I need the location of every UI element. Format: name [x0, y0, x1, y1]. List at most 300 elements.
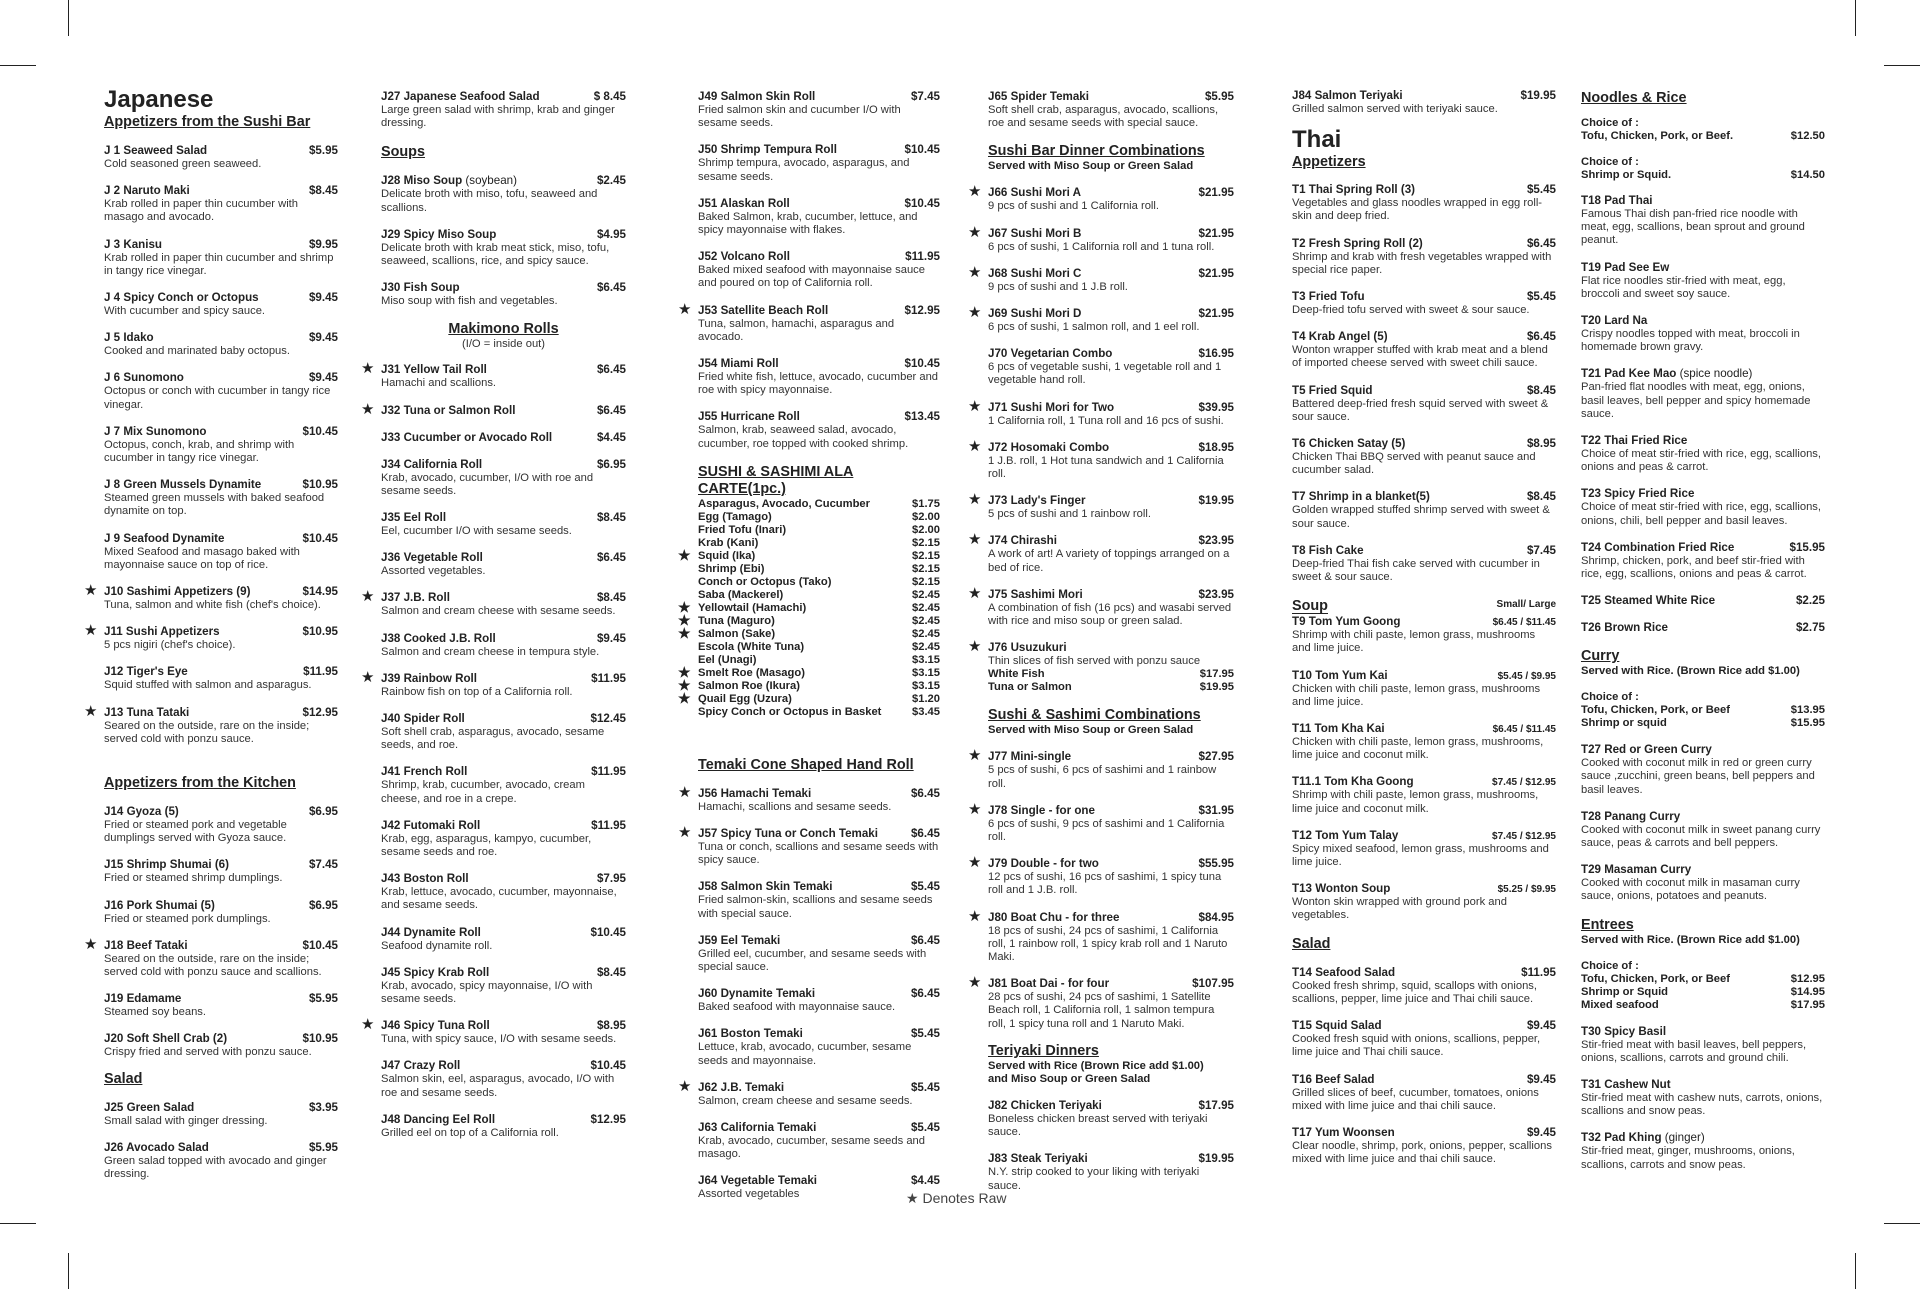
- item-name: [381, 1019, 626, 1033]
- menu-item: [1292, 490, 1556, 530]
- section-heading: Entrees: [1581, 916, 1634, 933]
- alacarte-name: Asparagus, Avocado, Cucumber: [698, 497, 870, 510]
- item-name-text: T26 Brown Rice: [1581, 621, 1668, 635]
- item-price: $8.45: [596, 511, 626, 525]
- item-name: [1292, 437, 1556, 451]
- menu-item: [698, 143, 940, 183]
- item-name-text: J41 French Roll: [381, 765, 468, 779]
- item-description: Assorted vegetables.: [381, 565, 486, 578]
- item-price: $21.95: [1198, 307, 1234, 321]
- item-description: Fried or steamed pork dumplings.: [104, 912, 271, 925]
- item-name-text: T8 Fish Cake: [1292, 543, 1364, 557]
- item-name-text: J49 Salmon Skin Roll: [698, 90, 816, 103]
- menu-item: [381, 458, 626, 498]
- option-name: White Fish: [988, 668, 1045, 681]
- item-name: [1292, 966, 1556, 980]
- item-price: $23.95: [1198, 534, 1234, 548]
- raw-star-icon: ★: [361, 360, 375, 378]
- item-name-text: T27 Red or Green Curry: [1581, 743, 1712, 757]
- item-description: Salmon, cream cheese and sesame seeds.: [698, 1094, 913, 1107]
- item-name-text: J30 Fish Soup: [381, 281, 460, 295]
- menu-item: [968, 263, 1234, 294]
- item-name-text: T4 Krab Angel (5): [1292, 330, 1388, 344]
- raw-star-icon: ★: [361, 588, 375, 606]
- menu-item: [1292, 829, 1556, 869]
- item-name: [381, 363, 626, 377]
- item-name: [1581, 621, 1825, 635]
- item-price: $9.45: [1526, 1125, 1556, 1139]
- item-description: Grilled slices of beef, cucumber, tomatoes, onions mixed with lime juice and thai chili sauce.: [1292, 1086, 1539, 1112]
- menu-item: [104, 992, 338, 1019]
- item-description: 1 California roll, 1 Tuna roll and 16 pcs of sushi.: [988, 414, 1224, 427]
- column-soups-rolls: [361, 90, 626, 1153]
- item-name-text: J 2 Naruto Maki: [104, 184, 190, 198]
- item-price: $6.45: [596, 281, 626, 295]
- item-name: [988, 588, 1234, 602]
- menu-item: [1292, 384, 1556, 424]
- item-description: 6 pcs of sushi, 9 pcs of sashimi and 1 California roll.: [988, 817, 1225, 844]
- item-description: Wonton skin wrapped with ground pork and vegetables.: [1292, 896, 1507, 922]
- item-description: 5 pcs nigiri (chef's choice).: [104, 639, 236, 652]
- menu-item: [1581, 194, 1825, 248]
- menu-item: [381, 1059, 626, 1099]
- crop-mark: [1884, 65, 1920, 66]
- option-price: $17.95: [1199, 668, 1234, 681]
- choice-label: Choice of :: [1581, 117, 1639, 129]
- item-price: $10.45: [904, 357, 940, 371]
- choice-row: [1581, 986, 1825, 999]
- item-name: [1581, 434, 1825, 448]
- item-name-text: J14 Gyoza (5): [104, 805, 179, 819]
- item-name-text: J28 Miso Soup: [381, 174, 463, 188]
- item-name-text: J39 Rainbow Roll: [381, 671, 477, 685]
- item-name: [381, 765, 626, 779]
- choice-row: [1581, 704, 1825, 717]
- item-name-text: J69 Sushi Mori D: [988, 307, 1082, 321]
- item-description: Cooked with coconut milk in sweet panang curry sauce, peas & carrots and bell peppers.: [1581, 823, 1821, 850]
- menu-item: [968, 854, 1234, 897]
- item-price: $12.95: [302, 705, 338, 719]
- option-row: [988, 668, 1234, 681]
- item-price: $11.95: [591, 818, 626, 832]
- alacarte-row: [678, 546, 940, 563]
- alacarte-price: $3.15: [912, 666, 940, 679]
- item-description: Shrimp with chili paste, lemon grass, mushrooms and lime juice.: [1292, 629, 1536, 655]
- menu-item: [361, 588, 626, 618]
- item-price: $19.95: [1198, 494, 1234, 508]
- alacarte-price: $2.15: [912, 536, 940, 549]
- item-name-text: J 5 Idako: [104, 331, 154, 345]
- item-name: [104, 805, 338, 819]
- item-name-text: J71 Sushi Mori for Two: [988, 400, 1115, 414]
- section-heading: Sushi Bar Dinner Combinations: [988, 143, 1205, 160]
- item-price: $11.95: [591, 765, 626, 779]
- menu-item: [698, 1121, 940, 1161]
- menu-item: [381, 712, 626, 752]
- section-subheading: Served with Rice. (Brown Rice add $1.00): [1581, 665, 1800, 678]
- option-name: Tuna or Salmon: [988, 681, 1072, 694]
- menu-item: [361, 1016, 626, 1046]
- item-name-text: J29 Spicy Miso Soup: [381, 227, 497, 241]
- item-description: Delicate broth with miso, tofu, seaweed and scallions.: [381, 188, 598, 214]
- item-name: [988, 534, 1234, 548]
- item-description: Chicken with chili paste, lemon grass, mushrooms and lime juice.: [1292, 682, 1541, 708]
- item-description: Lettuce, krab, avocado, cucumber, sesame seeds and mayonnaise.: [698, 1041, 912, 1067]
- item-price: $5.95: [308, 992, 338, 1006]
- item-description: Flat rice noodles stir-fried with meat, egg, broccoli and sweet soy sauce.: [1581, 274, 1786, 300]
- item-price: $6.45: [910, 827, 940, 841]
- raw-star-icon: ★: [968, 638, 982, 656]
- alacarte-name: Salmon (Sake): [698, 627, 776, 640]
- item-price: $107.95: [1192, 977, 1234, 991]
- menu-item: [381, 431, 626, 445]
- menu-item: [84, 582, 338, 612]
- item-description: Battered deep-fried fresh squid served with sweet & sour sauce.: [1292, 397, 1549, 423]
- item-price: $4.45: [596, 430, 626, 444]
- crop-mark: [1884, 1223, 1920, 1224]
- item-price: $7.45 / $12.95: [1492, 777, 1556, 789]
- section-subheading: Served with Rice. (Brown Rice add $1.00): [1581, 933, 1800, 946]
- item-price: $5.45: [910, 880, 940, 894]
- raw-star-icon: ★: [968, 584, 982, 602]
- item-name: [1581, 863, 1825, 877]
- item-name-text: J35 Eel Roll: [381, 511, 447, 525]
- item-description: Hamachi, scallions and sesame seeds.: [698, 800, 892, 813]
- choice-row: [1581, 973, 1825, 986]
- item-name: [988, 804, 1234, 818]
- alacarte-price: $2.00: [912, 510, 940, 523]
- choice-label: Choice of :: [1581, 691, 1639, 704]
- menu-item: [678, 824, 940, 867]
- item-name: [1581, 594, 1825, 608]
- item-name: [988, 750, 1234, 764]
- alacarte-name: Conch or Octopus (Tako): [698, 575, 832, 588]
- alacarte-price: $2.15: [912, 549, 940, 562]
- item-description: 28 pcs of sushi, 24 pcs of sashimi, 1 Satellite Beach roll, 1 California roll, 1 salmon tempura roll, 1 spicy tuna roll and 1 Naruto Maki.: [988, 991, 1215, 1030]
- crop-mark: [68, 0, 69, 36]
- item-name-text: T10 Tom Yum Kai: [1292, 668, 1388, 682]
- menu-item: [698, 357, 940, 397]
- raw-star-icon: ★: [968, 531, 982, 549]
- item-description: Grilled salmon served with teriyaki sauce.: [1292, 103, 1498, 115]
- section-heading: Appetizers: [1292, 154, 1366, 171]
- item-description: With cucumber and spicy sauce.: [104, 305, 266, 318]
- item-name-text: J56 Hamachi Temaki: [698, 786, 812, 800]
- item-price: $12.95: [590, 1112, 626, 1126]
- item-name-text: J19 Edamame: [104, 992, 182, 1006]
- item-note: (soybean): [462, 174, 517, 188]
- item-price: $84.95: [1198, 910, 1234, 924]
- item-name: [381, 431, 626, 445]
- menu-item: [968, 437, 1234, 481]
- item-price: $31.95: [1198, 803, 1234, 817]
- item-name: [988, 90, 1234, 104]
- item-name-text: J52 Volcano Roll: [698, 250, 790, 264]
- item-list: [988, 1099, 1234, 1193]
- item-list: [678, 90, 940, 451]
- item-list: [1581, 194, 1825, 635]
- item-list: [381, 90, 626, 130]
- item-name: [381, 228, 626, 242]
- alacarte-name: Saba (Mackerel): [698, 588, 784, 601]
- raw-star-icon: ★: [968, 974, 982, 992]
- choice-name: Tofu, Chicken, Pork, or Beef: [1581, 704, 1730, 717]
- crop-mark: [0, 65, 36, 66]
- item-name-text: J63 California Temaki: [698, 1121, 817, 1135]
- item-price: $27.95: [1198, 750, 1234, 764]
- menu-item: [381, 966, 626, 1006]
- alacarte-row: [678, 624, 940, 641]
- alacarte-list: [678, 497, 940, 719]
- item-name-text: J 3 Kanisu: [104, 237, 162, 251]
- item-description: Shrimp, krab, cucumber, avocado, cream cheese, and roe in a crepe.: [381, 779, 585, 805]
- item-name: [988, 441, 1234, 455]
- item-price: $13.45: [904, 410, 940, 424]
- choice-name: Tofu, Chicken, Pork, or Beef.: [1581, 130, 1734, 142]
- raw-star-icon: ★: [84, 582, 98, 600]
- item-name: [1292, 490, 1556, 504]
- item-name-text: J36 Vegetable Roll: [381, 551, 483, 565]
- menu-item: [1292, 615, 1556, 655]
- item-price: $39.95: [1198, 400, 1234, 414]
- alacarte-row: [698, 524, 940, 537]
- item-description: Cooked fresh shrimp, squid, scallops with onions, scallions, pepper, lime juice and Thai chili sauce.: [1292, 979, 1537, 1005]
- item-description: Large green salad with shrimp, krab and ginger dressing.: [381, 104, 615, 130]
- item-description: Vegetables and glass noodles wrapped in egg roll-skin and deep fried.: [1292, 197, 1543, 223]
- alacarte-row: [678, 611, 940, 628]
- item-name-text: T23 Spicy Fried Rice: [1581, 487, 1695, 501]
- menu-item: [381, 228, 626, 268]
- menu-item: [968, 531, 1234, 574]
- item-price: $5.45: [910, 1080, 940, 1094]
- choice-price: $14.50: [1790, 169, 1825, 181]
- item-name: [381, 672, 626, 686]
- raw-star-icon: ★: [968, 437, 982, 455]
- item-price: $11.95: [905, 250, 940, 264]
- menu-item: [1292, 669, 1556, 709]
- item-description: 6 pcs of sushi, 1 California roll and 1 tuna roll.: [988, 240, 1215, 253]
- column-noodles-curry-entrees: [1581, 90, 1825, 1185]
- alacarte-price: $2.45: [912, 640, 940, 653]
- menu-item: [1581, 367, 1825, 421]
- choice-name: Shrimp or Squid.: [1581, 169, 1672, 181]
- item-description: Baked seafood with mayonnaise sauce.: [698, 1001, 896, 1014]
- item-description: Cooked with coconut milk in red or green curry sauce ,zucchini, green beans, bell peppers and basil leaves.: [1581, 757, 1815, 796]
- item-price: $9.45: [1526, 1072, 1556, 1086]
- item-name: [1292, 1019, 1556, 1033]
- menu-item: [381, 281, 626, 308]
- item-name-text: J 7 Mix Sunomono: [104, 424, 207, 438]
- item-price: $5.25 / $9.95: [1497, 884, 1556, 896]
- item-description: Stir-fried meat, ginger, mushrooms, onions, scallions, carrots and snow peas.: [1581, 1145, 1795, 1171]
- menu-item: [1292, 1126, 1556, 1166]
- item-name: [1581, 810, 1825, 824]
- item-price: $19.95: [1198, 1152, 1234, 1166]
- item-name: [1581, 367, 1825, 381]
- choice-row: [1581, 717, 1825, 730]
- menu-item: [1581, 314, 1825, 354]
- item-name: [1292, 183, 1556, 197]
- item-name: [1292, 384, 1556, 398]
- item-description: Soft shell crab, asparagus, avocado, scallions, roe and sesame seeds with special sauce.: [988, 104, 1219, 130]
- item-name: [381, 90, 626, 104]
- alacarte-price: $3.45: [912, 705, 940, 718]
- section-heading: Makimono Rolls: [448, 321, 559, 338]
- item-name: [1292, 290, 1556, 304]
- item-description: Fried salmon-skin, scallions and sesame seeds with special sauce.: [698, 894, 933, 920]
- item-price: $8.45: [308, 184, 338, 198]
- item-name: [698, 1121, 940, 1135]
- item-price: $9.45: [308, 371, 338, 385]
- item-name-text: J62 J.B. Temaki: [698, 1080, 785, 1094]
- item-name-text: T3 Fried Tofu: [1292, 290, 1365, 304]
- item-price: $7.45: [910, 90, 940, 103]
- item-name-text: J75 Sashimi Mori: [988, 587, 1083, 601]
- item-name-text: J55 Hurricane Roll: [698, 410, 800, 424]
- section-heading: Temaki Cone Shaped Hand Roll: [698, 756, 914, 773]
- option-price: $19.95: [1199, 681, 1234, 694]
- item-name-text: J53 Satellite Beach Roll: [698, 303, 829, 317]
- item-name: [104, 331, 338, 345]
- item-name-text: T17 Yum Woonsen: [1292, 1125, 1395, 1139]
- item-price: $10.95: [302, 1032, 338, 1046]
- alacarte-row: [698, 563, 940, 576]
- item-name-text: J 4 Spicy Conch or Octopus: [104, 291, 259, 305]
- item-name: [1292, 544, 1556, 558]
- item-name-text: T30 Spicy Basil: [1581, 1024, 1667, 1038]
- raw-star-icon: ★: [678, 824, 692, 842]
- item-list: [1292, 615, 1556, 922]
- raw-star-icon: ★: [84, 935, 98, 953]
- menu-item: [1292, 1073, 1556, 1113]
- item-description: 18 pcs of sushi, 24 pcs of sashimi, 1 California roll, 1 rainbow roll, 1 spicy krab roll and 1 Naruto Maki.: [988, 924, 1228, 964]
- menu-item: [104, 478, 338, 518]
- item-price: $10.45: [904, 143, 940, 157]
- item-name-text: J44 Dynamite Roll: [381, 925, 481, 939]
- item-name-text: J18 Beef Tataki: [104, 938, 188, 952]
- item-description: Tuna, salmon, hamachi, asparagus and avocado.: [698, 317, 895, 343]
- item-name: J76 Usuzukuri: [988, 641, 1067, 655]
- item-name-text: J66 Sushi Mori A: [988, 186, 1081, 200]
- item-name: [988, 911, 1234, 925]
- item-list: [968, 183, 1234, 628]
- item-description: Krab rolled in paper thin cucumber and shrimp in tangy rice vinegar.: [104, 251, 334, 277]
- item-description: Famous Thai dish pan-fried rice noodle with meat, egg, scallions, bean sprout and ground peanut.: [1581, 208, 1805, 247]
- item-price: $18.95: [1198, 440, 1234, 454]
- item-price: $6.45 / $11.45: [1492, 617, 1556, 629]
- crop-mark: [1855, 0, 1856, 36]
- item-list: [678, 783, 940, 1202]
- column-rolls-alacarte-temaki: [678, 90, 940, 1215]
- item-name: [104, 371, 338, 385]
- item-name: [988, 857, 1234, 871]
- item-description: Shrimp tempura, avocado, asparagus, and sesame seeds.: [698, 157, 910, 183]
- item-name-text: J27 Japanese Seafood Salad: [381, 90, 540, 103]
- menu-item: [698, 197, 940, 237]
- item-name: [698, 827, 940, 841]
- item-list: [1581, 743, 1825, 903]
- menu-item: [988, 1152, 1234, 1192]
- menu-item: [104, 291, 338, 318]
- menu-item: [1581, 1131, 1825, 1171]
- item-name-text: T6 Chicken Satay (5): [1292, 437, 1406, 451]
- item-name: [698, 934, 940, 948]
- item-description: Fried or steamed shrimp dumplings.: [104, 872, 283, 885]
- item-name: [381, 551, 626, 565]
- item-name: [988, 1152, 1234, 1166]
- item-name-text: J72 Hosomaki Combo: [988, 440, 1110, 454]
- item-name-text: J73 Lady's Finger: [988, 494, 1086, 508]
- section-heading: Sushi & Sashimi Combinations: [988, 707, 1201, 724]
- item-name-text: T15 Squid Salad: [1292, 1019, 1382, 1033]
- item-note: (spice noodle): [1676, 367, 1753, 381]
- item-list: [1292, 966, 1556, 1167]
- menu-item: [968, 304, 1234, 334]
- menu-item: [1581, 810, 1825, 850]
- item-name-text: J81 Boat Dai - for four: [988, 977, 1110, 991]
- menu-item: [104, 532, 338, 572]
- item-name: [381, 591, 626, 605]
- item-name-text: T29 Masaman Curry: [1581, 863, 1692, 877]
- item-name-text: J 6 Sunomono: [104, 371, 184, 385]
- raw-star-icon: ★: [968, 854, 982, 872]
- item-name: [381, 1059, 626, 1073]
- item-name-text: J43 Boston Roll: [381, 872, 469, 886]
- item-name-text: T32 Pad Khing: [1581, 1131, 1662, 1145]
- item-name: [1581, 487, 1825, 501]
- menu-item: [988, 1099, 1234, 1139]
- raw-star-icon: ★: [84, 702, 98, 720]
- menu-item: [104, 238, 338, 278]
- alacarte-name: Quail Egg (Uzura): [698, 692, 792, 705]
- item-description: A combination of fish (16 pcs) and wasabi served with rice and miso soup or green salad.: [988, 601, 1232, 628]
- item-description: Krab, avocado, cucumber, sesame seeds and masago.: [698, 1135, 925, 1161]
- section-heading: Salad: [104, 1070, 143, 1087]
- choice-price: $17.95: [1790, 998, 1825, 1011]
- raw-star-icon: ★: [678, 689, 691, 706]
- menu-item: [381, 1113, 626, 1140]
- item-name-text: J57 Spicy Tuna or Conch Temaki: [698, 827, 878, 841]
- item-name-text: T25 Steamed White Rice: [1581, 594, 1716, 608]
- item-price: $16.95: [1198, 347, 1234, 361]
- alacarte-price: $2.45: [912, 601, 940, 614]
- item-name-text: J68 Sushi Mori C: [988, 266, 1082, 280]
- menu-item: [678, 1077, 940, 1108]
- alacarte-price: $2.45: [912, 614, 940, 627]
- item-price: $2.75: [1795, 621, 1825, 635]
- item-price: $10.95: [302, 478, 338, 492]
- item-description: Shrimp, chicken, pork, and beef stir-fried with rice, egg, scallions, onions and peas & carrot.: [1581, 554, 1807, 581]
- menu-item: [1292, 290, 1556, 317]
- item-name: [1581, 1131, 1825, 1145]
- item-description: Steamed soy beans.: [104, 1006, 206, 1019]
- menu-item: [968, 491, 1234, 521]
- item-name-text: J65 Spider Temaki: [988, 90, 1089, 103]
- item-name-text: J46 Spicy Tuna Roll: [381, 1019, 490, 1033]
- item-description: Delicate broth with krab meat stick, miso, tofu, seaweed, scallions, rice, and spicy sauce.: [381, 241, 610, 268]
- item-list: [1292, 183, 1556, 584]
- item-list: [104, 1101, 338, 1182]
- item-description: Stir-fried meat with cashew nuts, carrots, onions, scallions and snow peas.: [1581, 1092, 1823, 1118]
- item-name-text: T19 Pad See Ew: [1581, 260, 1670, 274]
- alacarte-price: $1.75: [912, 497, 940, 510]
- raw-star-icon: ★: [968, 263, 982, 281]
- item-description: Krab, avocado, spicy mayonnaise, I/O with sesame seeds.: [381, 979, 593, 1006]
- section-subheading: Served with Miso Soup or Green Salad: [988, 724, 1194, 737]
- item-name: [104, 899, 338, 913]
- menu-item: [1581, 594, 1825, 608]
- item-name-text: T9 Tom Yum Goong: [1292, 615, 1401, 629]
